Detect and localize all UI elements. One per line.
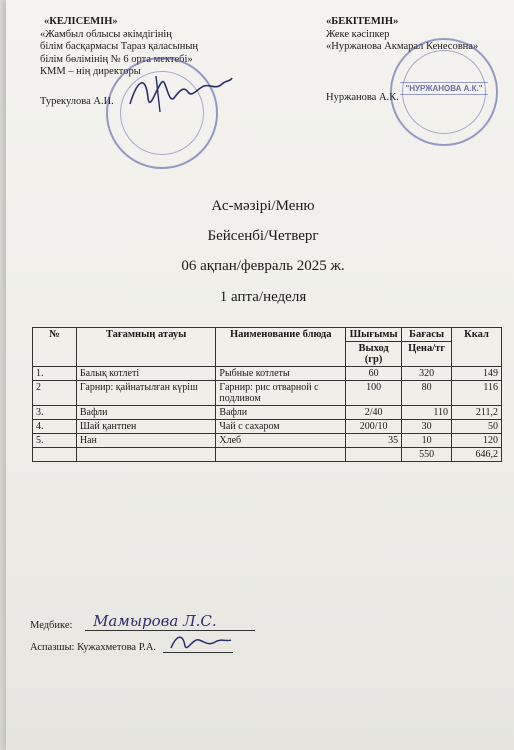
col-header-yield-kz: Шығымы [346, 328, 402, 342]
cook-signature-line [163, 640, 233, 653]
cook-line [30, 640, 233, 653]
stamp-text: "НУРЖАНОВА А.К." [400, 82, 488, 95]
cell-price: 110 [402, 406, 452, 420]
cell-kcal: 50 [452, 420, 502, 434]
cell-kcal: 116 [452, 381, 502, 406]
cell-empty [346, 448, 402, 462]
approval-left-signer: Турекулова А.И. [40, 95, 114, 107]
col-header-yield-ru: Выход (гр) [346, 342, 402, 367]
col-header-kcal: Ккал [452, 328, 502, 367]
menu-table [32, 327, 502, 462]
table-row [33, 434, 502, 448]
col-header-name-ru: Наименование блюда [216, 328, 346, 367]
col-header-num: № [33, 328, 77, 367]
cell-name-ru: Рыбные котлеты [216, 367, 346, 381]
total-price: 550 [402, 448, 452, 462]
cell-num: 5. [33, 434, 77, 448]
cell-num: 3. [33, 406, 77, 420]
cell-kcal: 211,2 [452, 406, 502, 420]
medic-label: Медбике: [30, 620, 73, 631]
medic-signature-line [85, 612, 255, 631]
total-kcal: 646,2 [452, 448, 502, 462]
cell-name-ru: Гарнир: рис отварной с подливом [216, 381, 346, 406]
approval-right-signer: Нуржанова А.К. [326, 91, 399, 103]
medic-signature: Мамырова Л.С. [93, 612, 217, 630]
approval-left-line: білім бөлімінің № 6 орта мектебі» [40, 53, 193, 65]
cell-name-ru: Чай с сахаром [216, 420, 346, 434]
cell-name-ru: Вафли [216, 406, 346, 420]
cell-name-kz: Нан [76, 434, 216, 448]
col-header-price-ru: Цена/тг [402, 342, 452, 367]
cell-empty [76, 448, 216, 462]
approval-right-heading: «БЕКІТЕМІН» [326, 16, 399, 27]
cell-name-kz: Вафли [76, 406, 216, 420]
cell-price: 80 [402, 381, 452, 406]
cell-kcal: 120 [452, 434, 502, 448]
table-header-row [33, 328, 502, 342]
cook-signature [169, 630, 233, 652]
approval-left-heading: «КЕЛІСЕМІН» [44, 16, 118, 27]
col-header-name-kz: Тағамның атауы [76, 328, 216, 367]
approval-left-line: «Жамбыл облысы әкімдігінің [40, 28, 172, 40]
cell-kcal: 149 [452, 367, 502, 381]
cell-name-kz: Гарнир: қайнатылған күріш [76, 381, 216, 406]
cell-empty [33, 448, 77, 462]
table-row [33, 406, 502, 420]
cook-label: Аспазшы: Кужахметова Р.А. [30, 642, 157, 653]
medic-line [30, 612, 255, 631]
cell-price: 30 [402, 420, 452, 434]
approval-right-line: «Нуржанова Акмарал Кенесовна» [326, 41, 479, 52]
cell-yield: 200/10 [346, 420, 402, 434]
col-header-price-kz: Бағасы [402, 328, 452, 342]
cell-num: 4. [33, 420, 77, 434]
cell-yield: 2/40 [346, 406, 402, 420]
cell-yield: 60 [346, 367, 402, 381]
cell-name-kz: Шай қантпен [76, 420, 216, 434]
menu-title: Ас-мәзірі/Меню [211, 198, 315, 214]
cell-price: 320 [402, 367, 452, 381]
cell-num: 1. [33, 367, 77, 381]
approval-left-line: КММ – нің директоры [40, 66, 141, 77]
cell-yield: 35 [346, 434, 402, 448]
day-title: Бейсенбі/Четверг [207, 228, 319, 244]
week-title: 1 апта/неделя [219, 289, 307, 305]
director-signature [126, 68, 236, 116]
date-title: 06 ақпан/февраль 2025 ж. [181, 258, 345, 274]
approval-left-line: білім басқармасы Тараз қаласының [40, 41, 199, 52]
table-row [33, 381, 502, 406]
table-total-row [33, 448, 502, 462]
cell-price: 10 [402, 434, 452, 448]
table-row [33, 420, 502, 434]
table-row [33, 367, 502, 381]
entrepreneur-stamp [390, 38, 498, 146]
cell-empty [216, 448, 346, 462]
cell-yield: 100 [346, 381, 402, 406]
approval-right-line: Жеке кәсіпкер [326, 28, 390, 40]
cell-name-kz: Балық котлеті [76, 367, 216, 381]
cell-num: 2 [33, 381, 77, 406]
cell-name-ru: Хлеб [216, 434, 346, 448]
